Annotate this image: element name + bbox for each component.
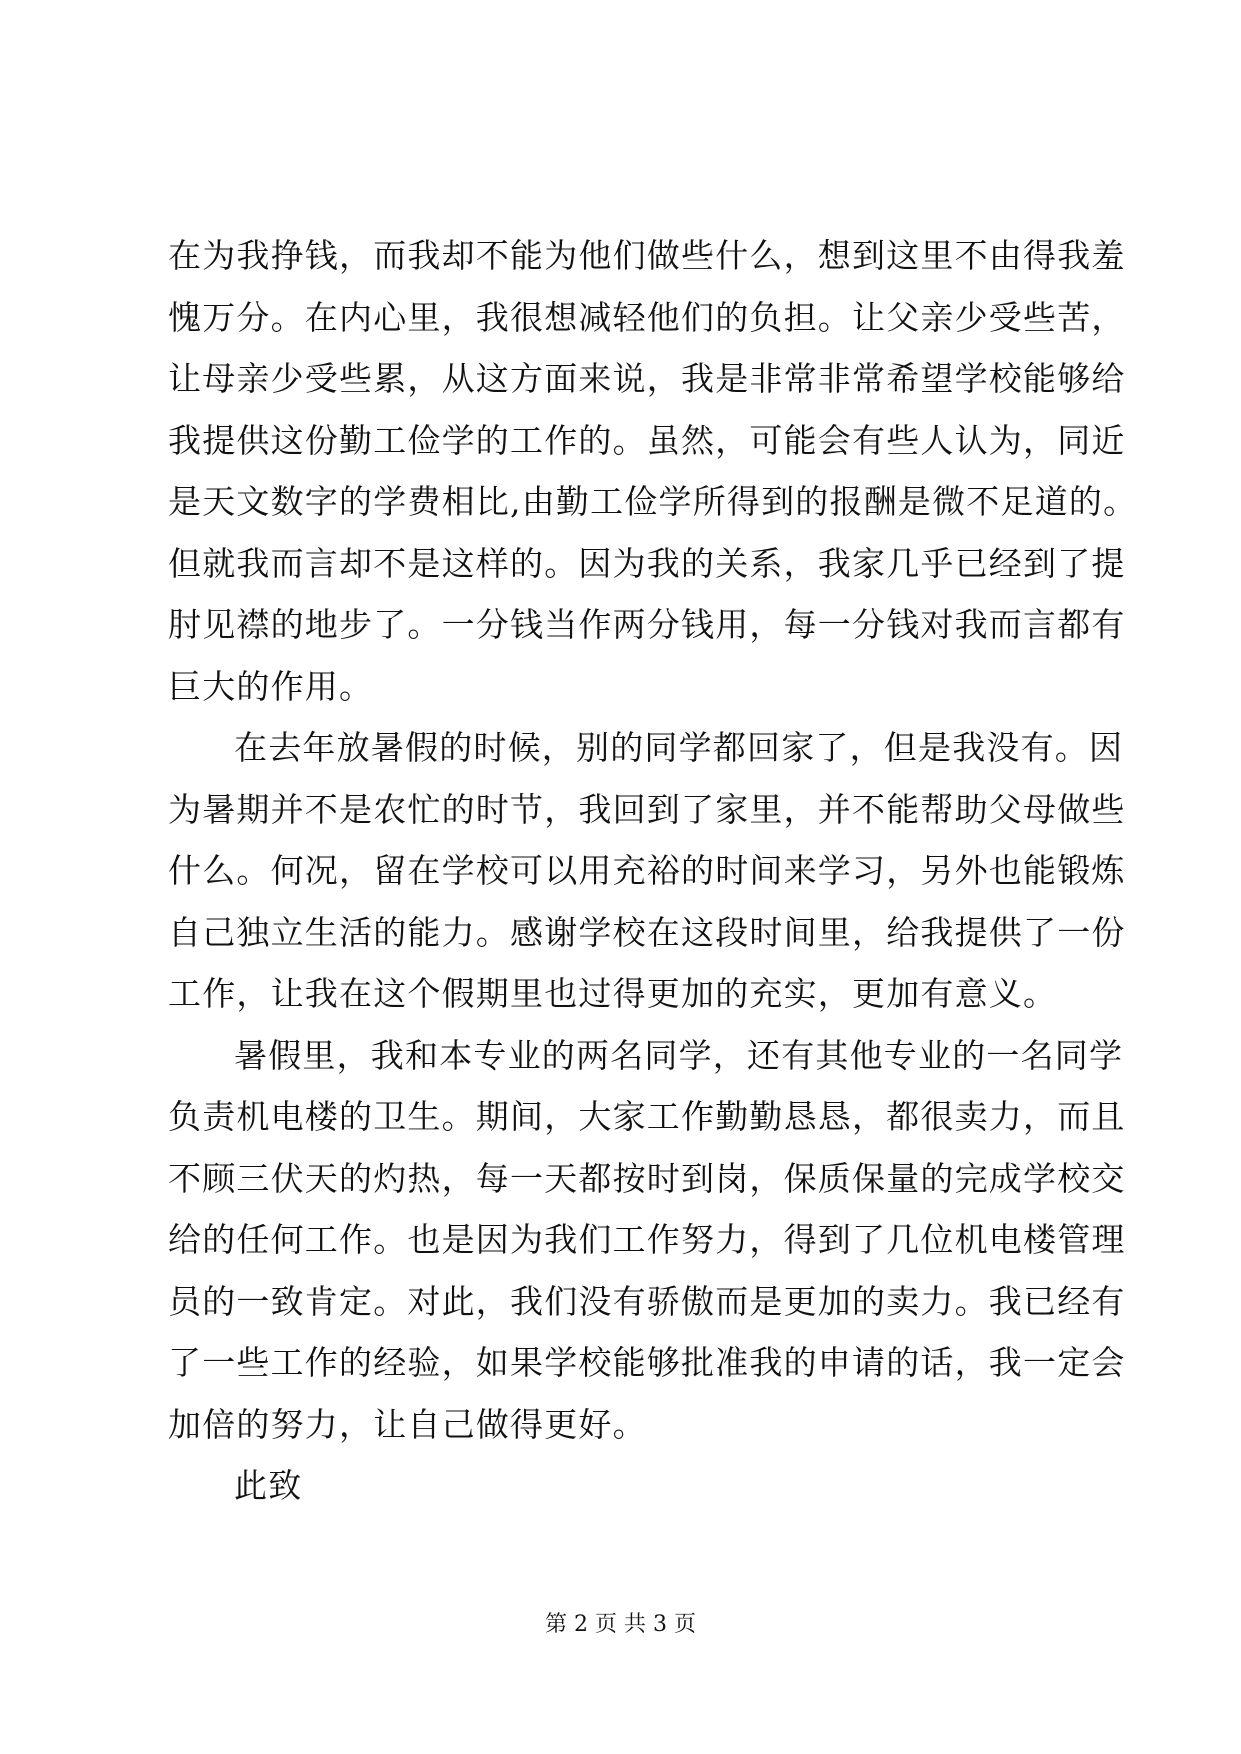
text-line: 负责机电楼的卫生。期间，大家工作勤勤恳恳，都很卖力，而且 [168, 1097, 1126, 1136]
text-line: 给的任何工作。也是因为我们工作努力，得到了几位机电楼管理 [168, 1220, 1126, 1259]
text-line: 什么。何况，留在学校可以用充裕的时间来学习，另外也能锻炼 [168, 851, 1126, 890]
text-line: 了一些工作的经验，如果学校能够批准我的申请的话，我一定会 [168, 1343, 1126, 1382]
text-line: 暑假里，我和本专业的两名同学，还有其他专业的一名同学 [234, 1035, 1124, 1075]
text-line: 在去年放暑假的时候，别的同学都回家了，但是我没有。因 [234, 728, 1124, 767]
text-line: 加倍的努力，让自己做得更好。 [168, 1404, 647, 1444]
text-line: 不顾三伏天的灼热，每一天都按时到岗，保质保量的完成学校交 [168, 1158, 1126, 1198]
text-line: 是天文数字的学费相比,由勤工俭学所得到的报酬是微不足道的。 [168, 482, 1138, 521]
text-line: 愧万分。在内心里，我很想减轻他们的负担。让父亲少受些苦， [168, 297, 1126, 337]
text-line: 巨大的作用。 [168, 666, 374, 706]
text-line: 此致 [234, 1466, 303, 1505]
document-body [168, 225, 1138, 1517]
text-line: 让母亲少受些累，从这方面来说，我是非常非常希望学校能够给 [168, 359, 1126, 398]
text-line: 在为我挣钱，而我却不能为他们做些什么，想到这里不由得我羞 [168, 236, 1126, 275]
text-line: 为暑期并不是农忙的时节，我回到了家里，并不能帮助父母做些 [168, 789, 1126, 829]
text-line: 自己独立生活的能力。感谢学校在这段时间里，给我提供了一份 [168, 912, 1126, 952]
text-line: 工作，让我在这个假期里也过得更加的充实，更加有意义。 [168, 974, 1058, 1013]
text-line: 我提供这份勤工俭学的工作的。虽然，可能会有些人认为，同近 [168, 420, 1126, 460]
text-line: 员的一致肯定。对此，我们没有骄傲而是更加的卖力。我已经有 [168, 1281, 1126, 1321]
page-number-footer: 第 2 页 共 3 页 [545, 1612, 696, 1637]
text-line: 肘见襟的地步了。一分钱当作两分钱用，每一分钱对我而言都有 [168, 605, 1126, 644]
text-line: 但就我而言却不是这样的。因为我的关系，我家几乎已经到了提 [168, 543, 1126, 583]
